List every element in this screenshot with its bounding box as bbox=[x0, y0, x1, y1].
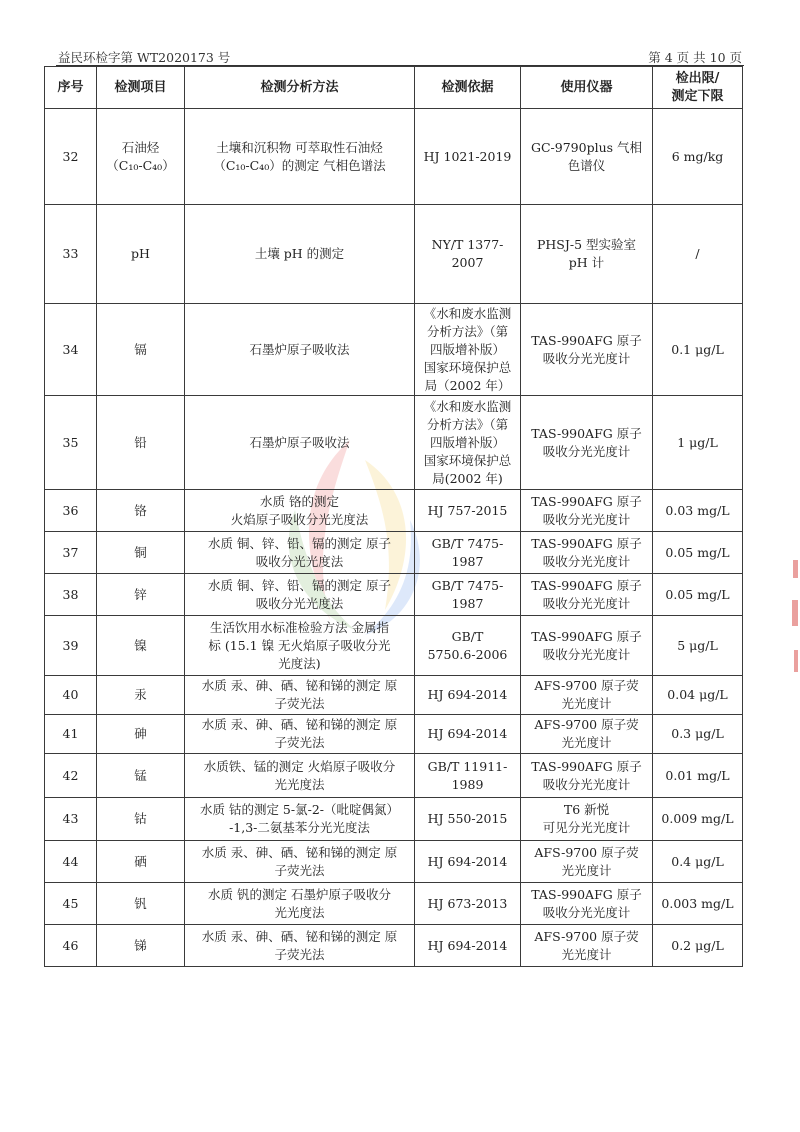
cell-item: 砷 bbox=[97, 715, 185, 754]
cell-instrument: TAS-990AFG 原子 吸收分光光度计 bbox=[521, 396, 653, 490]
cell-item: 钒 bbox=[97, 883, 185, 925]
table-row bbox=[45, 616, 743, 676]
cell-basis: GB/T 5750.6-2006 bbox=[415, 616, 521, 676]
cell-instrument: T6 新悦 可见分光光度计 bbox=[521, 798, 653, 841]
cell-no: 43 bbox=[45, 798, 97, 841]
cell-method: 水质 铜、锌、铅、镉的测定 原子 吸收分光光度法 bbox=[185, 532, 415, 574]
table-row bbox=[45, 490, 743, 532]
cell-instrument: TAS-990AFG 原子 吸收分光光度计 bbox=[521, 616, 653, 676]
cell-limit: 0.01 mg/L bbox=[653, 754, 743, 798]
cell-instrument: AFS-9700 原子荧 光光度计 bbox=[521, 715, 653, 754]
cell-no: 44 bbox=[45, 841, 97, 883]
table-header-row bbox=[45, 67, 743, 109]
document-number: 益民环检字第 WT2020173 号 bbox=[58, 50, 231, 65]
cell-item: 镍 bbox=[97, 616, 185, 676]
cell-limit: 0.3 μg/L bbox=[653, 715, 743, 754]
cell-no: 32 bbox=[45, 109, 97, 205]
cell-no: 34 bbox=[45, 304, 97, 396]
col-header-basis: 检测依据 bbox=[415, 67, 521, 109]
table-row bbox=[45, 841, 743, 883]
cell-item: 钴 bbox=[97, 798, 185, 841]
cell-no: 45 bbox=[45, 883, 97, 925]
cell-basis: GB/T 11911-1989 bbox=[415, 754, 521, 798]
col-header-instrument: 使用仪器 bbox=[521, 67, 653, 109]
cell-limit: 0.03 mg/L bbox=[653, 490, 743, 532]
cell-method: 土壤和沉积物 可萃取性石油烃 （C₁₀-C₄₀）的测定 气相色谱法 bbox=[185, 109, 415, 205]
cell-item: 锑 bbox=[97, 925, 185, 967]
table-row bbox=[45, 396, 743, 490]
cell-method: 水质 汞、砷、硒、铋和锑的测定 原 子荧光法 bbox=[185, 925, 415, 967]
cell-limit: 0.05 mg/L bbox=[653, 574, 743, 616]
cell-no: 33 bbox=[45, 205, 97, 304]
cell-no: 36 bbox=[45, 490, 97, 532]
table-row bbox=[45, 109, 743, 205]
cell-instrument: AFS-9700 原子荧 光光度计 bbox=[521, 925, 653, 967]
table-row bbox=[45, 798, 743, 841]
cell-method: 水质 汞、砷、硒、铋和锑的测定 原 子荧光法 bbox=[185, 841, 415, 883]
cell-basis: HJ 694-2014 bbox=[415, 841, 521, 883]
cell-limit: 5 μg/L bbox=[653, 616, 743, 676]
cell-item: 铬 bbox=[97, 490, 185, 532]
cell-basis: HJ 694-2014 bbox=[415, 925, 521, 967]
page-header bbox=[58, 44, 742, 66]
cell-limit: 0.05 mg/L bbox=[653, 532, 743, 574]
cell-item: 锌 bbox=[97, 574, 185, 616]
cell-item: 铅 bbox=[97, 396, 185, 490]
cell-item: 镉 bbox=[97, 304, 185, 396]
cell-method: 水质 钴的测定 5-氯-2-（吡啶偶氮） -1,3-二氨基苯分光光度法 bbox=[185, 798, 415, 841]
cell-basis: GB/T 7475-1987 bbox=[415, 532, 521, 574]
cell-item: 铜 bbox=[97, 532, 185, 574]
cell-instrument: TAS-990AFG 原子 吸收分光光度计 bbox=[521, 490, 653, 532]
cell-basis: HJ 694-2014 bbox=[415, 715, 521, 754]
table-row bbox=[45, 574, 743, 616]
cell-basis: HJ 550-2015 bbox=[415, 798, 521, 841]
seal-edge-icon bbox=[790, 540, 800, 710]
cell-method: 水质 铜、锌、铅、镉的测定 原子 吸收分光光度法 bbox=[185, 574, 415, 616]
cell-item: 汞 bbox=[97, 676, 185, 715]
cell-limit: 0.4 μg/L bbox=[653, 841, 743, 883]
cell-instrument: PHSJ-5 型实验室 pH 计 bbox=[521, 205, 653, 304]
cell-item: 石油烃 （C₁₀-C₄₀） bbox=[97, 109, 185, 205]
cell-limit: 0.2 μg/L bbox=[653, 925, 743, 967]
cell-method: 水质 汞、砷、硒、铋和锑的测定 原 子荧光法 bbox=[185, 715, 415, 754]
cell-item: 锰 bbox=[97, 754, 185, 798]
table-row bbox=[45, 532, 743, 574]
cell-no: 37 bbox=[45, 532, 97, 574]
cell-method: 水质 钒的测定 石墨炉原子吸收分 光光度法 bbox=[185, 883, 415, 925]
cell-limit: 6 mg/kg bbox=[653, 109, 743, 205]
cell-no: 35 bbox=[45, 396, 97, 490]
cell-basis: 《水和废水监测 分析方法》（第 四版增补版） 国家环境保护总 局（2002 年） bbox=[415, 304, 521, 396]
cell-method: 水质 铬的测定 火焰原子吸收分光光度法 bbox=[185, 490, 415, 532]
inspection-methods-table bbox=[44, 66, 743, 967]
cell-basis: HJ 757-2015 bbox=[415, 490, 521, 532]
cell-method: 土壤 pH 的测定 bbox=[185, 205, 415, 304]
cell-method: 石墨炉原子吸收法 bbox=[185, 304, 415, 396]
cell-no: 42 bbox=[45, 754, 97, 798]
cell-basis: HJ 694-2014 bbox=[415, 676, 521, 715]
table-row bbox=[45, 205, 743, 304]
col-header-no: 序号 bbox=[45, 67, 97, 109]
col-header-item: 检测项目 bbox=[97, 67, 185, 109]
table-row bbox=[45, 925, 743, 967]
col-header-method: 检测分析方法 bbox=[185, 67, 415, 109]
cell-limit: 0.009 mg/L bbox=[653, 798, 743, 841]
cell-instrument: TAS-990AFG 原子 吸收分光光度计 bbox=[521, 754, 653, 798]
cell-method: 生活饮用水标准检验方法 金属指 标 (15.1 镍 无火焰原子吸收分光 光度法) bbox=[185, 616, 415, 676]
cell-no: 39 bbox=[45, 616, 97, 676]
cell-limit: 0.003 mg/L bbox=[653, 883, 743, 925]
cell-instrument: GC-9790plus 气相 色谱仪 bbox=[521, 109, 653, 205]
cell-no: 41 bbox=[45, 715, 97, 754]
cell-no: 40 bbox=[45, 676, 97, 715]
cell-limit: 0.04 μg/L bbox=[653, 676, 743, 715]
cell-instrument: TAS-990AFG 原子 吸收分光光度计 bbox=[521, 304, 653, 396]
cell-instrument: AFS-9700 原子荧 光光度计 bbox=[521, 841, 653, 883]
cell-method: 水质 汞、砷、硒、铋和锑的测定 原 子荧光法 bbox=[185, 676, 415, 715]
table-body bbox=[45, 109, 743, 967]
cell-item: 硒 bbox=[97, 841, 185, 883]
cell-method: 石墨炉原子吸收法 bbox=[185, 396, 415, 490]
cell-limit: 1 μg/L bbox=[653, 396, 743, 490]
table-row bbox=[45, 676, 743, 715]
cell-basis: GB/T 7475-1987 bbox=[415, 574, 521, 616]
table-row bbox=[45, 883, 743, 925]
cell-basis: NY/T 1377-2007 bbox=[415, 205, 521, 304]
col-header-limit: 检出限/ 测定下限 bbox=[653, 67, 743, 109]
cell-limit: 0.1 μg/L bbox=[653, 304, 743, 396]
cell-limit: / bbox=[653, 205, 743, 304]
cell-instrument: TAS-990AFG 原子 吸收分光光度计 bbox=[521, 532, 653, 574]
cell-method: 水质铁、锰的测定 火焰原子吸收分 光光度法 bbox=[185, 754, 415, 798]
cell-no: 46 bbox=[45, 925, 97, 967]
table-row bbox=[45, 304, 743, 396]
page-indicator: 第 4 页 共 10 页 bbox=[648, 50, 742, 65]
cell-item: pH bbox=[97, 205, 185, 304]
cell-basis: 《水和废水监测 分析方法》（第 四版增补版） 国家环境保护总 局(2002 年) bbox=[415, 396, 521, 490]
cell-instrument: TAS-990AFG 原子 吸收分光光度计 bbox=[521, 574, 653, 616]
cell-no: 38 bbox=[45, 574, 97, 616]
table-row bbox=[45, 754, 743, 798]
table-row bbox=[45, 715, 743, 754]
cell-instrument: TAS-990AFG 原子 吸收分光光度计 bbox=[521, 883, 653, 925]
cell-basis: HJ 1021-2019 bbox=[415, 109, 521, 205]
cell-basis: HJ 673-2013 bbox=[415, 883, 521, 925]
cell-instrument: AFS-9700 原子荧 光光度计 bbox=[521, 676, 653, 715]
